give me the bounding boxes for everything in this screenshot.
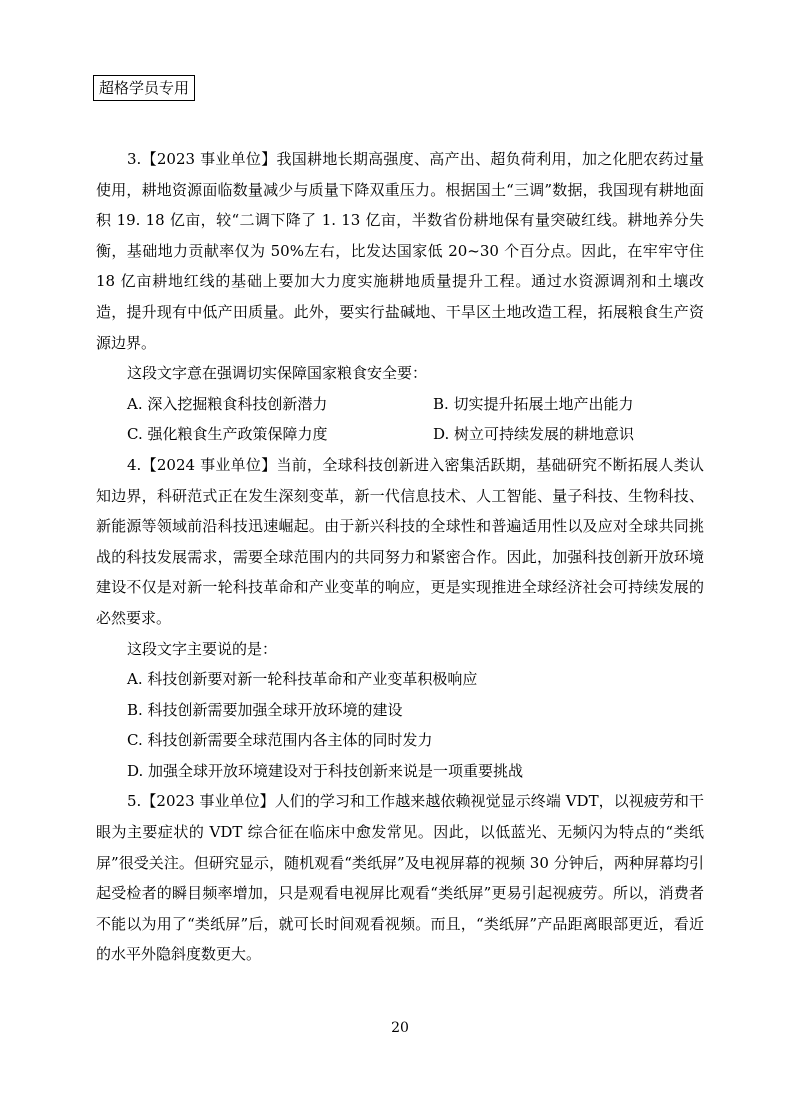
option-d: D. 加强全球开放环境建设对于科技创新来说是一项重要挑战 [127,761,524,780]
option-b: B. 切实提升拓展土地产出能力 [433,394,634,413]
option-a: A. 科技创新要对新一轮科技革命和产业变革积极响应 [127,670,478,689]
question-5-stem: 5.【2023 事业单位】人们的学习和工作越来越依赖视觉显示终端 VDT，以视疲劳和干眼为主要症状的 VDT 综合征在临床中愈发常见。因此，以低蓝光、无频闪为特点的“类纸屏”很受关注。但研究显示，随机观看“类纸屏”及电视屏幕的视频 30 分钟后，两种屏幕均引起受检者的瞬目频率增加，只是观看电视屏比观看“类纸屏”更易引起视疲劳。所以，消费者不能以为用了“类纸屏”后，就可长时间观看视频。而且，“类纸屏”产品距离眼部更近，看近的水平外隐斜度数更大。 [96,792,704,964]
option-c: C. 强化粮食生产政策保障力度 [127,425,328,444]
student-only-tag: 超格学员专用 [93,75,195,101]
page-content [96,144,704,970]
option-d: D. 树立可持续发展的耕地意识 [433,425,635,444]
question-4-prompt: 这段文字主要说的是： [127,639,278,658]
question-5 [96,786,704,970]
page-number: 20 [391,1020,409,1036]
question-3-options-row-1 [96,389,704,420]
question-3-prompt: 这段文字意在强调切实保障国家粮食安全要： [127,364,428,383]
question-4-stem: 4.【2024 事业单位】当前，全球科技创新进入密集活跃期，基础研究不断拓展人类认知边界，科研范式正在发生深刻变革，新一代信息技术、人工智能、量子科技、生物科技、新能源等领域前沿科技迅速崛起。由于新兴科技的全球性和普遍适用性以及应对全球共同挑战的科技发展需求，需要全球范围内的共同努力和紧密合作。因此，加强科技创新开放环境建设不仅是对新一轮科技革命和产业变革的响应，更是实现推进全球经济社会可持续发展的必然要求。 [96,455,704,627]
question-3-options-row-2 [96,419,704,450]
option-a: A. 深入挖掘粮食科技创新潜力 [127,394,328,413]
question-4 [96,450,704,787]
question-3-stem: 3.【2023 事业单位】我国耕地长期高强度、高产出、超负荷利用，加之化肥农药过量使用，耕地资源面临数量减少与质量下降双重压力。根据国土“三调”数据，我国现有耕地面积 19. 18 亿亩，较“二调下降了 1. 13 亿亩，半数省份耕地保有量突破红线。耕地养分失衡，基础地力贡献率仅为 50%左右，比发达国家低 20~30 个百分点。因此，在牢牢守住 18 亿亩耕地红线的基础上要加大力度实施耕地质量提升工程。通过水资源调剂和土壤改造，提升现有中低产田质量。此外，要实行盐碱地、干旱区土地改造工程，拓展粮食生产资源边界。 [96,150,704,352]
question-3 [96,144,704,450]
option-b: B. 科技创新需要加强全球开放环境的建设 [127,700,403,719]
option-c: C. 科技创新需要全球范围内各主体的同时发力 [127,731,433,750]
